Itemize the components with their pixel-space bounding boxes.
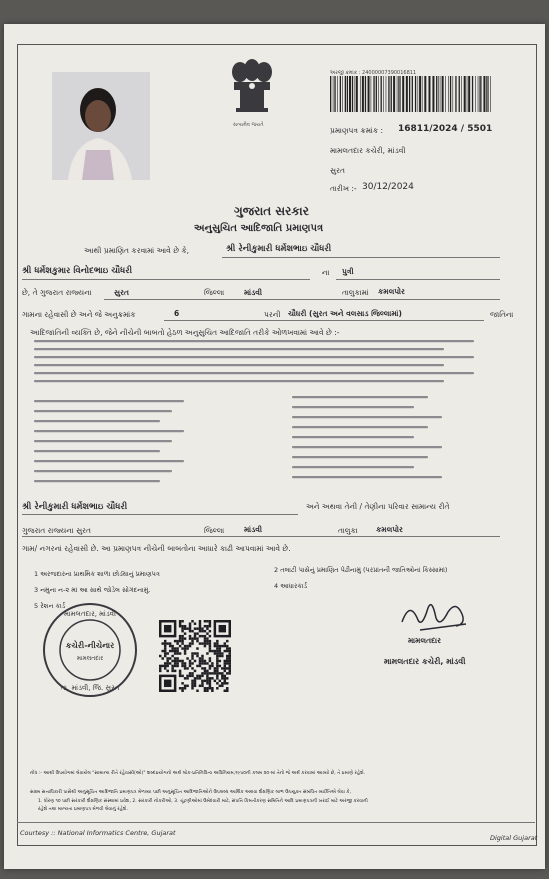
cert-title: અનુસુચિત આદિજાતિ પ્રમાણપત્ર — [194, 223, 324, 234]
tribe-line: આદિજાતિની વ્યક્તિ છે, જેને નીચેની બાબતો હેઠળ અનુસુચિત આદિજાતિ તરીકે ઓળખવામાં આવે છે :- — [30, 328, 340, 337]
basis-item: 3 નમુના ન-૨ માં આ સાથે જોડેલ સોગંદનામું. — [34, 586, 151, 594]
holder-suffix: અને અથવા તેની / તેણીના પરિવાર સામાન્ય રીતે — [306, 502, 450, 511]
national-emblem-icon — [226, 58, 278, 130]
basis-item: 4 આધારકાર્ડ — [274, 582, 308, 590]
basis-item: 2 તલાટી પાસેનું પ્રમાણિત પેઢીનામું (પરપ્રાંતની જાતિઓનાં કિસ્સામાં) — [274, 566, 448, 574]
intro-text: આથી પ્રમાણિત કરવામાં આવે છે કે, — [84, 246, 190, 255]
applicant-photo — [52, 72, 150, 180]
signature-designation: મામલતદાર — [408, 636, 441, 645]
res-jilla: માંડવી — [244, 525, 263, 534]
para-text-3: રહેશે તથા માન્યતા પ્રમાણપત્ર મેળવી લેવાનું રહેશે. — [38, 807, 128, 812]
issuing-office: મામલતદાર કચેરી, માંડવી — [330, 146, 406, 155]
caste: ચૌધરી (સુરત અને વલસાડ જિલ્લામાં) — [288, 309, 402, 318]
taluka: કમલપોર — [378, 287, 405, 296]
cert-no: 16811/2024 / 5501 — [398, 124, 493, 134]
jilla-label: જિલ્લા — [204, 288, 225, 297]
seal-mid2: મામલતદાર — [76, 655, 104, 662]
note-text: નોંધ :- આથી ઉપયોગમાં લેવાયેલ "સામાન્ય રીતે રહેવાસી(ઓ)" શબ્દપ્રયોગનો અર્થ લોક-પ્રતિનિધિત્વ અધિનિયમ,૧૯૫૦ની કલમ ૨૦-માં તેનો જે અર્થ કરવામાં આવ્યો છે, તે પ્રમાણે રહેશે. — [30, 771, 366, 776]
cert-no-label: પ્રમાણપત્ર ક્રમાંક : — [330, 126, 384, 135]
father-name: શ્રી ધર્મેશકુમાર વિનોદભાઇ ચૌધરી — [22, 266, 133, 276]
taluka-label: તાલુકામાં — [342, 288, 369, 297]
relation-label: ના — [322, 268, 330, 277]
barcode-icon — [330, 76, 494, 112]
certificate-paper — [4, 24, 545, 869]
sr-no: 6 — [174, 309, 180, 318]
relation: પુત્રી — [342, 267, 354, 276]
order-list — [34, 340, 514, 500]
footer-courtesy: Courtesy :: National Informatics Centre, Gujarat — [20, 829, 176, 837]
signature-scribble — [396, 594, 476, 636]
caste-label: પરની — [264, 310, 281, 319]
state-district: સુરત — [114, 288, 129, 297]
qr-code-icon — [159, 620, 231, 692]
basis-item: 1 અરજદારના પ્રાથમિક શાળા છોડ્યાનું પ્રમાણપત્ર — [34, 570, 160, 578]
signature-office: મામલતદાર કચેરી, માંડવી — [384, 657, 466, 666]
office-seal — [42, 602, 138, 698]
date-label: તારીખ :- — [330, 184, 357, 193]
res-state: ગુજરાત રાજ્યના સુરત — [22, 526, 92, 535]
seal-bottom: તા. માંડવી, જિ. સુરત — [60, 684, 120, 692]
village-line: ગામ/ નગરનાં રહેવાસી છે. આ પ્રમાણપત્ર નીચેની બાબતોના આધારે કાઢી આપવામાં આવે છે. — [22, 544, 291, 553]
seal-mid1: કચેરી-નીચેનાર — [65, 641, 115, 650]
state-prefix: છે, તે ગુજરાત રાજ્યના — [22, 288, 92, 297]
res-taluka: કમલપોર — [376, 525, 403, 534]
res-jilla-label: જિલ્લા — [204, 526, 225, 535]
res-taluka-label: તાલુકા — [338, 526, 358, 535]
footer-brand: Digital Gujarat — [490, 834, 538, 842]
holder-name: શ્રી રેનીકુમારી ધર્મેશભાઇ ચૌધરી — [22, 502, 128, 512]
issuing-district: સુરત — [330, 166, 345, 175]
caste-end: જાતિના — [490, 310, 514, 319]
para-text-2: 1. ધોરણ ૧૦ પછી સરકારી શૈક્ષણિક સંસ્થામાં પ્રવેશ, 2. સરકારી નોકરીઓ, 3. ચૂંટણીઓમાં ઉમેદવારી માટે, સંપત્તિ કિમતીકરણ સમિતિને આદિ પ્રમાણપત્રની ખરાઈ માટે અરજી કરવાની — [38, 799, 368, 804]
para-text: સક્ષમ સત્તાધિકારી પાસેથી અનુસૂચિત આદિજાતિ પ્રમાણપત્ર મેળવ્યા પછી અનુસૂચિત આદિજાતિઓને ઉપલબ્ધ આર્થિક અથવા શૈક્ષણિક લાભ ઉપયુક્ત સંબંધિત વ્યક્તિએ લેવા કે, — [30, 790, 352, 795]
seal-top: મામલતદાર, માંડવી — [63, 610, 117, 618]
govt-title: ગુજરાત સરકાર — [234, 204, 309, 218]
barcode-number: અરજી ક્રમાંક : 24000007390016811 — [330, 70, 417, 76]
issue-date: 30/12/2024 — [362, 182, 414, 192]
applicant-name: શ્રી રેનીકુમારી ધર્મેશભાઇ ચૌધરી — [226, 244, 332, 254]
basis-item: 5 રેશન કાર્ડ — [34, 602, 66, 610]
sr-prefix: ગામના રહેવાસી છે અને જે અનુક્રમાંક — [22, 310, 136, 319]
jilla: માંડવી — [244, 288, 263, 297]
emblem-motto: સત્યમેવ જયતે — [233, 122, 264, 128]
